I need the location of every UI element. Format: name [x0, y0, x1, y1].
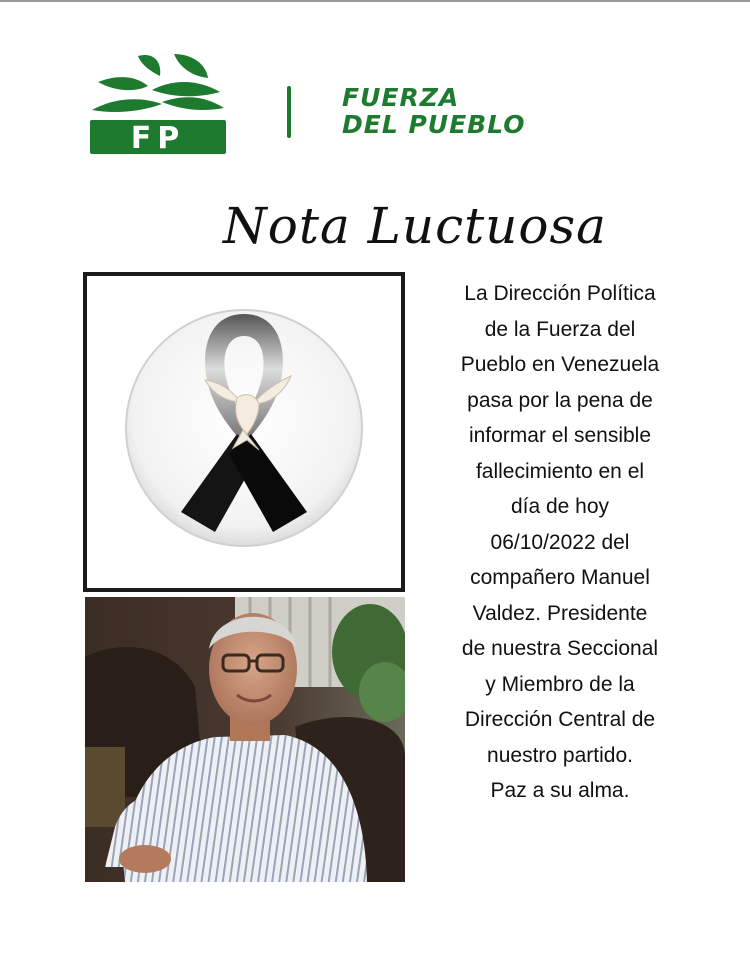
portrait-photo — [85, 597, 405, 882]
portrait-image — [85, 597, 405, 882]
top-border — [0, 0, 750, 2]
brand-line-1: FUERZA — [342, 83, 460, 112]
fp-logo — [88, 50, 228, 156]
message-line: Dirección Central de — [464, 708, 656, 731]
mourning-ribbon-panel — [83, 272, 405, 592]
message-line: Pueblo en Venezuela — [460, 353, 660, 376]
logo-divider — [287, 86, 291, 138]
obituary-message — [436, 276, 684, 809]
message-line: 06/10/2022 del — [490, 530, 630, 554]
message-line: La Dirección Política — [464, 282, 656, 305]
message-line: de la Fuerza del — [484, 317, 636, 341]
message-line: informar el sensible — [468, 424, 652, 447]
brand-name — [342, 84, 642, 138]
brand-line-2: DEL PUEBLO — [342, 110, 526, 139]
message-line: compañero Manuel — [470, 566, 650, 589]
message-line: pasa por la pena de — [467, 388, 653, 412]
message-line: nuestro partido. — [487, 743, 633, 767]
message-line: día de hoy — [510, 495, 610, 518]
message-line: Paz a su alma. — [490, 779, 630, 802]
mourning-ribbon-icon — [87, 276, 401, 588]
logo-initials: FP — [130, 121, 186, 156]
message-line: fallecimiento en el — [475, 459, 645, 483]
message-line: Valdez. Presidente — [472, 601, 648, 625]
message-line: de nuestra Seccional — [461, 637, 659, 660]
notice-title: Nota Luctuosa — [223, 197, 607, 255]
message-line: y Miembro de la — [485, 672, 635, 696]
